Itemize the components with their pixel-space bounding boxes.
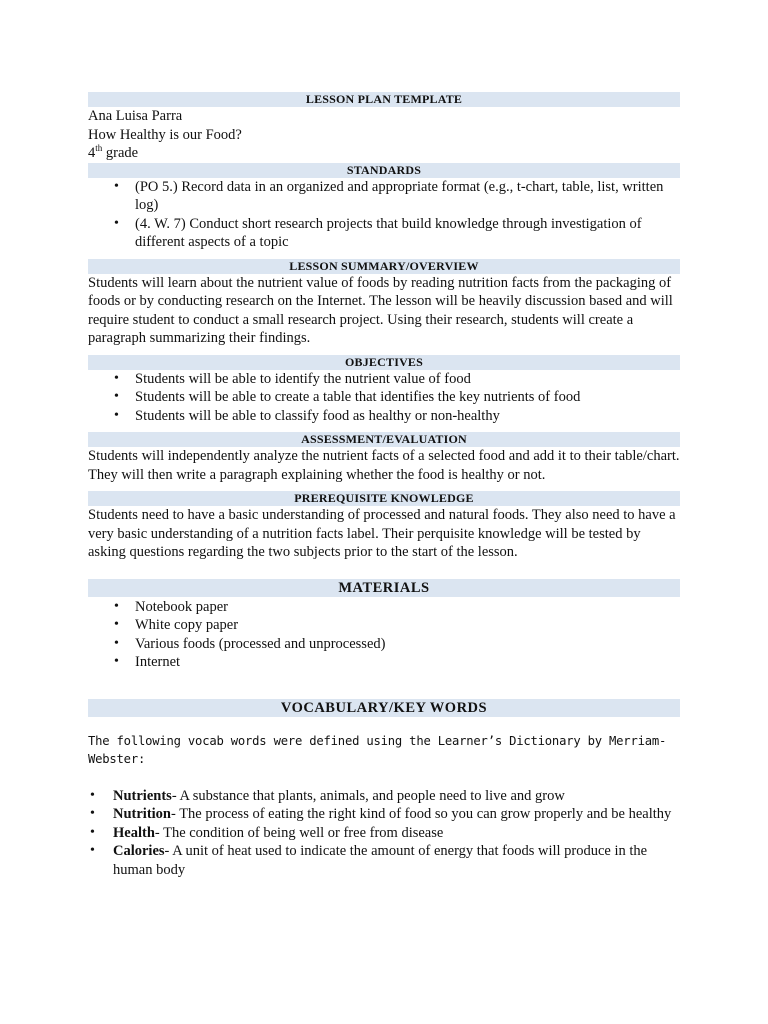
grade-level — [88, 144, 680, 163]
author-name: Ana Luisa Parra — [88, 108, 183, 124]
assessment-heading: ASSESSMENT/EVALUATION — [88, 432, 680, 447]
assessment-text: Students will independently analyze the nutrient facts of a selected food and add it to their table/chart. They will then write a paragraph explaining whether the food is healthy or not. — [88, 448, 680, 483]
objective-item: • Students will be able to identify the nutrient value of food — [88, 370, 680, 389]
standard-item: • (4. W. 7) Conduct short research projects that build knowledge through investigation of different aspects of a topic — [88, 215, 680, 252]
objective-item: • Students will be able to create a table that identifies the key nutrients of food — [88, 388, 680, 407]
standard-item: • (PO 5.) Record data in an organized and appropriate format (e.g., t-chart, table, list, written log) — [88, 178, 680, 215]
vocab-item — [88, 787, 680, 806]
vocabulary-heading: VOCABULARY/KEY WORDS — [88, 699, 680, 717]
vocab-term: Calories — [113, 843, 165, 859]
vocab-term: Nutrition — [113, 806, 171, 822]
vocab-item — [88, 824, 680, 843]
vocabulary-intro: The following vocab words were defined using the Learner’s Dictionary by Merriam-Webster: — [88, 733, 667, 766]
material-item: • Various foods (processed and unprocessed) — [88, 635, 680, 654]
materials-heading: MATERIALS — [88, 579, 680, 597]
vocab-term: Nutrients — [113, 787, 172, 804]
material-item: • Notebook paper — [88, 598, 680, 617]
vocab-definition: - A substance that plants, animals, and people need to live and grow — [171, 787, 565, 804]
standards-heading: STANDARDS — [88, 163, 680, 178]
material-item: • White copy paper — [88, 616, 680, 635]
grade-suffix: th — [95, 143, 103, 154]
materials-list — [88, 598, 680, 672]
vocab-item — [88, 842, 680, 879]
objective-item: • Students will be able to classify food as healthy or non-healthy — [88, 407, 680, 426]
prerequisite-text: Students need to have a basic understanding of processed and natural foods. They also need to have a very basic understanding of a nutrition facts label. Their perquisite knowledge will be tested by asking questions regarding the two subjects prior to the start of the lesson. — [88, 507, 676, 560]
summary-text: Students will learn about the nutrient value of foods by reading nutrition facts from the packaging of foods or by conducting research on the Internet. The lesson will be heavily discussion based and will require student to conduct a small research project. Using their research, students will create a paragraph summarizing their findings. — [88, 274, 673, 346]
vocab-definition: - A unit of heat used to indicate the amount of energy that foods will produce in the human body — [113, 843, 648, 878]
vocab-definition: - The condition of being well or free from disease — [154, 824, 444, 841]
grade-word: grade — [105, 145, 139, 161]
lesson-plan-title: LESSON PLAN TEMPLATE — [88, 92, 680, 107]
standards-list — [88, 178, 680, 252]
vocab-item — [88, 805, 680, 824]
summary-heading: LESSON SUMMARY/OVERVIEW — [88, 259, 680, 274]
objectives-heading: OBJECTIVES — [88, 355, 680, 370]
vocab-term: Health — [113, 824, 155, 841]
vocabulary-list — [88, 787, 680, 880]
vocab-definition: - The process of eating the right kind of food so you can grow properly and be healthy — [171, 806, 672, 822]
grade-number: 4 — [88, 145, 96, 161]
material-item: • Internet — [88, 653, 680, 672]
lesson-title: How Healthy is our Food? — [88, 126, 242, 143]
lesson-plan-document — [88, 92, 680, 879]
prerequisite-heading: PREREQUISITE KNOWLEDGE — [88, 491, 680, 506]
objectives-list — [88, 370, 680, 426]
